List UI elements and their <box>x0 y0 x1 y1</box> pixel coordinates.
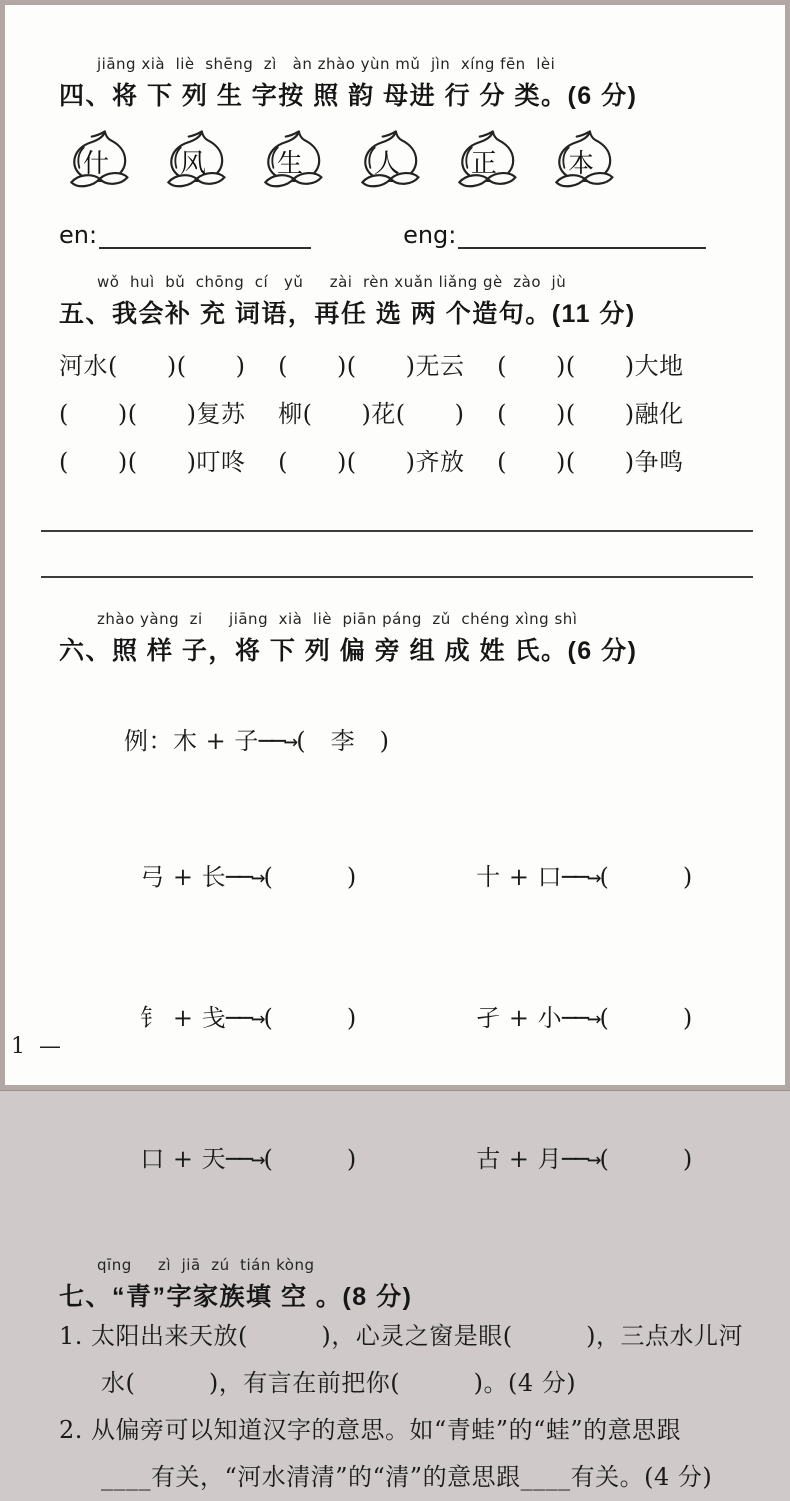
peach-char: 生 <box>276 149 303 179</box>
arrow-icon: ──→ <box>226 863 264 891</box>
combo-expression: 口 + 天 <box>140 1145 227 1173</box>
combo-expression: 孑 + 小 <box>476 1004 563 1032</box>
eng-answer-line <box>458 219 706 249</box>
peach-item <box>350 127 430 199</box>
section-six-pinyin: zhào yàng zi jiāng xià liè piān páng zǔ chéng xìng shì <box>97 610 578 628</box>
section-six <box>59 610 743 1230</box>
section-four <box>59 55 743 249</box>
combo-blank: ( ) <box>599 1004 693 1032</box>
example-answer: ( 李 ) <box>296 727 390 755</box>
combo-blank: ( ) <box>599 1145 693 1173</box>
combo-expression: 弓 + 长 <box>140 863 227 891</box>
section-seven-title: 七、“青”字家族填 空 。(8 分) <box>59 1283 413 1311</box>
sentence-writing-line <box>41 576 753 578</box>
arrow-icon: ──→ <box>258 727 297 755</box>
arrow-icon: ──→ <box>226 1145 264 1173</box>
question-line: ____有关，“河水清清”的“清”的意思跟____有关。(4 分) <box>101 1463 713 1491</box>
combo-expression: 古 + 月 <box>476 1145 563 1173</box>
word-completion-rows <box>59 342 743 486</box>
section-five <box>59 273 743 578</box>
arrow-icon: ──→ <box>562 863 600 891</box>
peach-item <box>544 127 624 199</box>
combo-blank: ( ) <box>599 863 693 891</box>
combo-blank: ( ) <box>263 1145 357 1173</box>
peach-item <box>447 127 527 199</box>
word-row: ( )( )叮咚 ( )( )齐放 ( )( )争鸣 <box>59 448 684 476</box>
page-number-value: 1 <box>11 1034 25 1059</box>
example-line <box>59 681 743 801</box>
combo-expression: 钅 + 戋 <box>140 1004 227 1032</box>
section-seven-pinyin: qīng zì jiā zú tián kòng <box>97 1256 315 1274</box>
peach-char: 什 <box>82 149 109 179</box>
peach-char: 风 <box>179 149 206 179</box>
peach-item <box>253 127 333 199</box>
section-seven <box>59 1256 743 1501</box>
peach-item <box>59 127 139 199</box>
question-line: 水( )，有言在前把你( )。(4 分) <box>101 1369 577 1397</box>
question-2 <box>59 1407 743 1501</box>
combo-cell <box>59 807 395 948</box>
arrow-icon: ──→ <box>562 1145 600 1173</box>
peach-item <box>156 127 236 199</box>
section-five-title: 五、我会补 充 词语，再任 选 两 个造句。(11 分) <box>59 300 636 328</box>
peach-char: 正 <box>470 149 497 179</box>
combo-cell <box>395 948 743 1089</box>
radical-combo-grid <box>59 807 743 1230</box>
section-five-pinyin: wǒ huì bǔ chōng cí yǔ zài rèn xuǎn liǎng gè zào jù <box>97 273 567 291</box>
word-row: ( )( )复苏 柳( )花( ) ( )( )融化 <box>59 400 684 428</box>
section-six-title: 六、照 样 子，将 下 列 偏 旁 组 成 姓 氏。(6 分) <box>59 637 638 665</box>
section-four-pinyin: jiāng xià liè shēng zì àn zhào yùn mǔ jìn xíng fēn lèi <box>97 55 556 73</box>
en-label: en: <box>59 221 98 249</box>
combo-blank: ( ) <box>263 1004 357 1032</box>
word-row: 河水( )( ) ( )( )无云 ( )( )大地 <box>59 352 684 380</box>
eng-label: eng: <box>403 221 457 249</box>
combo-blank: ( ) <box>263 863 357 891</box>
question-line: 2. 从偏旁可以知道汉字的意思。如“青蛙”的“蛙”的意思跟 <box>59 1416 682 1444</box>
combo-cell <box>395 807 743 948</box>
question-line: 1. 太阳出来天放( )，心灵之窗是眼( )，三点水儿河 <box>59 1322 743 1350</box>
combo-cell <box>59 1089 395 1230</box>
combo-cell <box>59 948 395 1089</box>
vowel-answer-row <box>59 215 743 249</box>
example-expression: 例：木 + 子 <box>124 727 259 755</box>
page-number <box>11 1034 61 1059</box>
en-answer-line <box>99 219 311 249</box>
combo-cell <box>395 1089 743 1230</box>
arrow-icon: ──→ <box>562 1004 600 1032</box>
peach-row <box>59 127 743 199</box>
section-four-title: 四、将 下 列 生 字按 照 韵 母进 行 分 类。(6 分) <box>59 82 638 110</box>
arrow-icon: ──→ <box>226 1004 264 1032</box>
peach-char: 本 <box>567 149 594 179</box>
sentence-writing-line <box>41 530 753 532</box>
page-content <box>5 5 785 1501</box>
combo-expression: 十 + 口 <box>476 863 563 891</box>
question-1 <box>59 1313 743 1407</box>
peach-char: 人 <box>373 149 400 179</box>
page-number-dash: — <box>39 1034 61 1059</box>
